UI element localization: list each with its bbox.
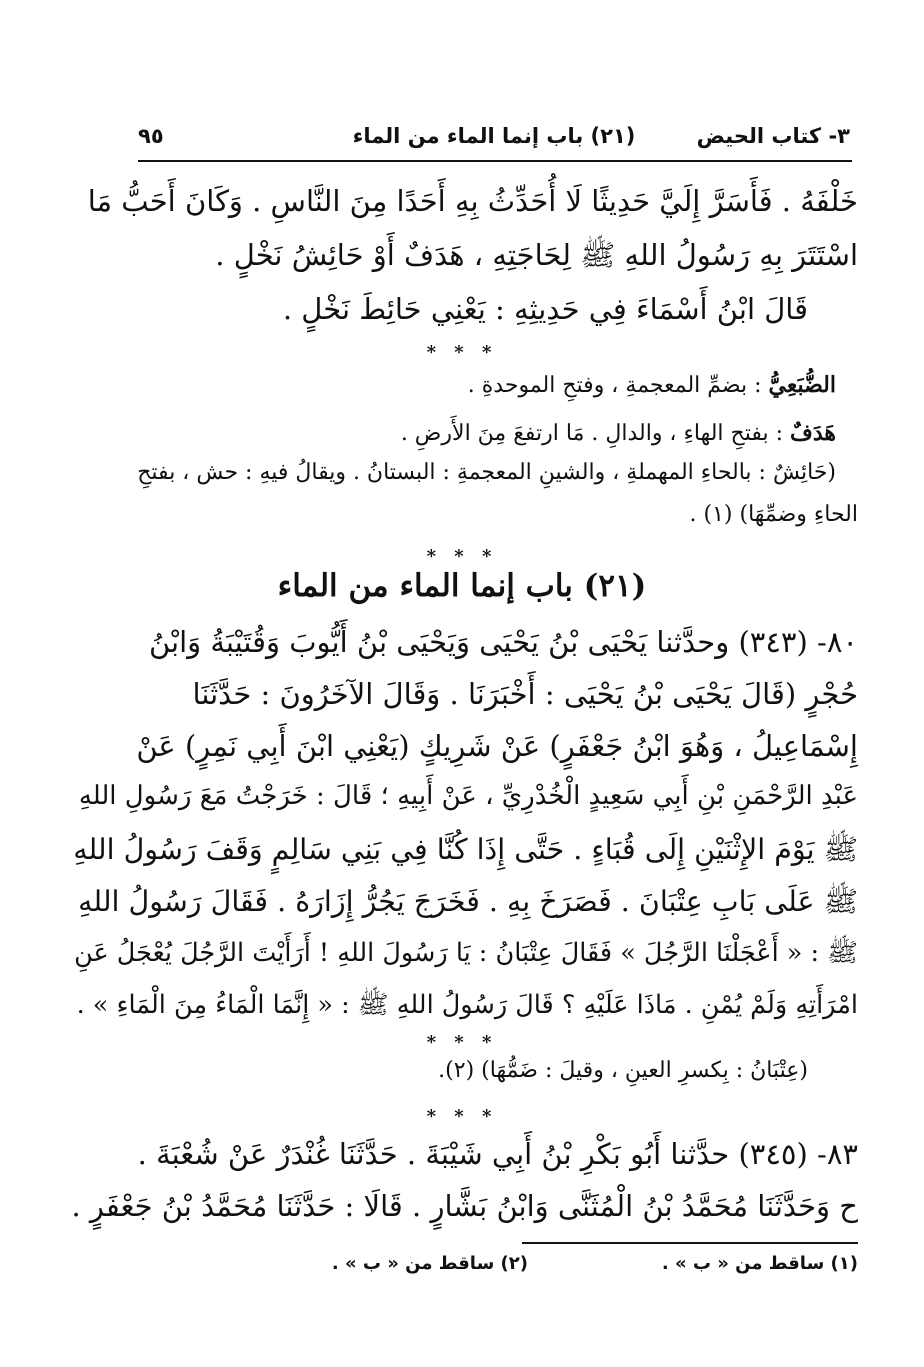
footnote-rule (522, 1242, 858, 1244)
glossary-entry (401, 420, 836, 446)
hadith-text-line: ﷺ يَوْمَ الإِثْنَيْنِ إِلَى قُبَاءٍ . حَتَّى إِذَا كُنَّا فِي بَنِي سَالِمٍ وَقَفَ رَسُولُ اللهِ (73, 833, 858, 866)
hadith-text-line: ﷺ عَلَى بَابِ عِتْبَانَ . فَصَرَخَ بِهِ . فَخَرَجَ يَجُرُّ إِزَارَهُ . فَقَالَ رَسُولُ اللهِ (78, 885, 858, 918)
glossary-entry (468, 372, 836, 398)
footnotes (168, 1253, 858, 1283)
chapter-title: ٣- كتاب الحيض (696, 124, 850, 148)
glossary-entry: (حَائِشٌ : بالحاءِ المهملةِ ، والشينِ المعجمةِ : البستانُ . ويقالُ فيهِ : حش ، بفتحِ (137, 460, 836, 485)
glossary-entry: الحاءِ وضمِّهَا) (١) . (689, 502, 858, 527)
text-line: خَلْفَهُ . فَأَسَرَّ إِلَيَّ حَدِيثًا لَا أُحَدِّثُ بِهِ أَحَدًا مِنَ النَّاسِ . وَكَانَ أَحَبُّ مَا (87, 184, 858, 218)
glossary-entry: (عِتْبَانُ : بِكسرِ العينِ ، وقيلَ : ضَمُّهَا) (٢). (438, 1058, 808, 1083)
hadith-text-line: حُجْرٍ (قَالَ يَحْيَى بْنُ يَحْيَى : أَخْبَرَنَا . وَقَالَ الآخَرُونَ : حَدَّثَنَا (192, 677, 858, 711)
separator-stars: * * * (426, 1106, 498, 1127)
hadith-text-line: ٨٠- (٣٤٣) وحدَّثنا يَحْيَى بْنُ يَحْيَى وَيَحْيَى بْنُ أَيُّوبَ وَقُتَيْبَةُ وَابْنُ (148, 625, 858, 659)
hadith-text-line: امْرَأَتِهِ وَلَمْ يُمْنِ . مَاذَا عَلَيْهِ ؟ قَالَ رَسُولُ اللهِ ﷺ : « إِنَّمَا الْمَاءُ مِنَ الْمَاءِ » . (76, 990, 858, 1020)
hadith-text-line: ح وَحَدَّثَنَا مُحَمَّدُ بْنُ الْمُثَنَّى وَابْنُ بَشَّارٍ . قَالَا : حَدَّثَنَا مُحَمَّدُ بْنُ جَعْفَرٍ . (71, 1189, 858, 1223)
hadith-text-line: إِسْمَاعِيلُ ، وَهُوَ ابْنُ جَعْفَرٍ) عَنْ شَرِيكٍ (يَعْنِي ابْنَ أَبِي نَمِرٍ) عَنْ (136, 729, 858, 763)
chapter-heading: (٢١) باب إنما الماء من الماء (277, 568, 647, 604)
running-header (138, 118, 850, 158)
footnote-1: (١) ساقط من « ب » . (661, 1253, 858, 1274)
separator-stars: * * * (426, 546, 498, 567)
separator-stars: * * * (426, 342, 498, 363)
hadith-text-line: عَبْدِ الرَّحْمَنِ بْنِ أَبِي سَعِيدٍ الْخُدْرِيِّ ، عَنْ أَبِيهِ ؛ قَالَ : خَرَجْتُ مَعَ رَسُولِ اللهِ (78, 781, 858, 811)
text-line: قَالَ ابْنُ أَسْمَاءَ فِي حَدِيثِهِ : يَعْنِي حَائِطَ نَخْلٍ . (282, 292, 808, 326)
glossary-term: الضُّبَعِيُّ (768, 372, 836, 398)
section-title: (٢١) باب إنما الماء من الماء (352, 124, 636, 148)
glossary-text: : بفتحِ الهاءِ ، والدالِ . مَا ارتفعَ مِنَ الأَرضِ . (400, 421, 784, 446)
header-rule (138, 160, 852, 162)
text-line: اسْتَتَرَ بِهِ رَسُولُ اللهِ ﷺ لِحَاجَتِهِ ، هَدَفٌ أَوْ حَائِشُ نَخْلٍ . (215, 238, 858, 272)
glossary-term: هَدَفٌ (790, 420, 836, 446)
glossary-text: : بضمِّ المعجمةِ ، وفتحِ الموحدةِ . (467, 373, 762, 398)
separator-stars: * * * (426, 1032, 498, 1053)
hadith-text-line: ٨٣- (٣٤٥) حدَّثنا أَبُو بَكْرِ بْنُ أَبِي شَيْبَةَ . حَدَّثَنَا غُنْدَرٌ عَنْ شُعْبَةَ . (137, 1137, 858, 1171)
footnote-2: (٢) ساقط من « ب » . (331, 1253, 528, 1274)
hadith-text-line: ﷺ : « أَعْجَلْنَا الرَّجُلَ » فَقَالَ عِتْبَانُ : يَا رَسُولَ اللهِ ! أَرَأَيْتَ الرَّجُلَ يُعْجَلُ عَنِ (74, 938, 858, 968)
page-number: ٩٥ (138, 124, 164, 148)
